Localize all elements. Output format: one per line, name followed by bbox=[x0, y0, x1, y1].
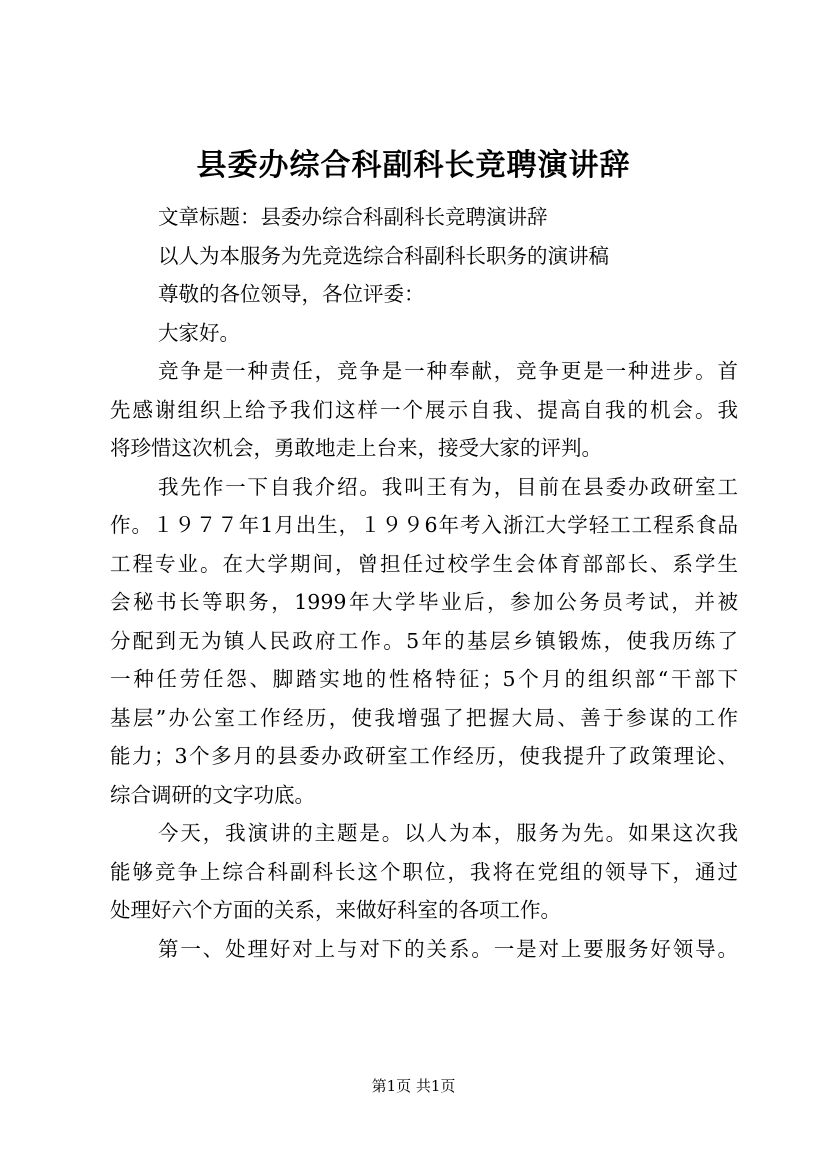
paragraph-line: 综合调研的文字功底。 bbox=[110, 782, 315, 807]
speech-subtitle-line: 以人为本服务为先竞选综合科副科长职务的演讲稿 bbox=[158, 243, 609, 268]
paragraph-line: 会秘书长等职务，1999年大学毕业后，参加公务员考试，并被 bbox=[110, 590, 738, 614]
document-body bbox=[110, 198, 738, 968]
paragraph-line: 竞争是一种责任，竞争是一种奉献，竞争更是一种进步。首 bbox=[158, 359, 738, 383]
paragraph-line: 我先作一下自我介绍。我叫王有为，目前在县委办政研室工 bbox=[158, 474, 738, 499]
paragraph-line: 能够竞争上综合科副科长这个职位，我将在党组的领导下，通过 bbox=[110, 859, 738, 884]
paragraph-line: 能力；3个多月的县委办政研室工作经历，使我提升了政策理论、 bbox=[110, 744, 738, 768]
paragraph-line: 今天，我演讲的主题是。以人为本，服务为先。如果这次我 bbox=[158, 821, 738, 845]
paragraph-line: 作。１９７７年1月出生，１９９6年考入浙江大学轻工工程系食品 bbox=[110, 513, 738, 537]
document-title: 县委办综合科副科长竞聘演讲辞 bbox=[196, 148, 631, 183]
paragraph-line: 先感谢组织上给予我们这样一个展示自我、提高自我的机会。我 bbox=[110, 397, 738, 422]
paragraph-line: 分配到无为镇人民政府工作。5年的基层乡镇锻炼，使我历练了 bbox=[110, 628, 738, 653]
paragraph-line: 工程专业。在大学期间，曾担任过校学生会体育部部长、系学生 bbox=[110, 551, 738, 576]
paragraph-line: 将珍惜这次机会，勇敢地走上台来，接受大家的评判。 bbox=[110, 436, 602, 460]
paragraph-line: 一种任劳任怨、脚踏实地的性格特征；5个月的组织部“干部下 bbox=[110, 667, 738, 691]
article-title-line: 文章标题：县委办综合科副科长竞聘演讲辞 bbox=[158, 205, 548, 229]
page-number-footer: 第1页 共1页 bbox=[371, 1077, 456, 1095]
greeting-line: 大家好。 bbox=[158, 320, 240, 345]
paragraph-line: 第一、处理好对上与对下的关系。一是对上要服务好领导。 bbox=[158, 936, 738, 961]
paragraph-line: 处理好六个方面的关系，来做好科室的各项工作。 bbox=[110, 898, 561, 922]
salutation-line: 尊敬的各位领导，各位评委： bbox=[158, 282, 425, 306]
paragraph-line: 基层”办公室工作经历，使我增强了把握大局、善于参谋的工作 bbox=[110, 705, 738, 730]
